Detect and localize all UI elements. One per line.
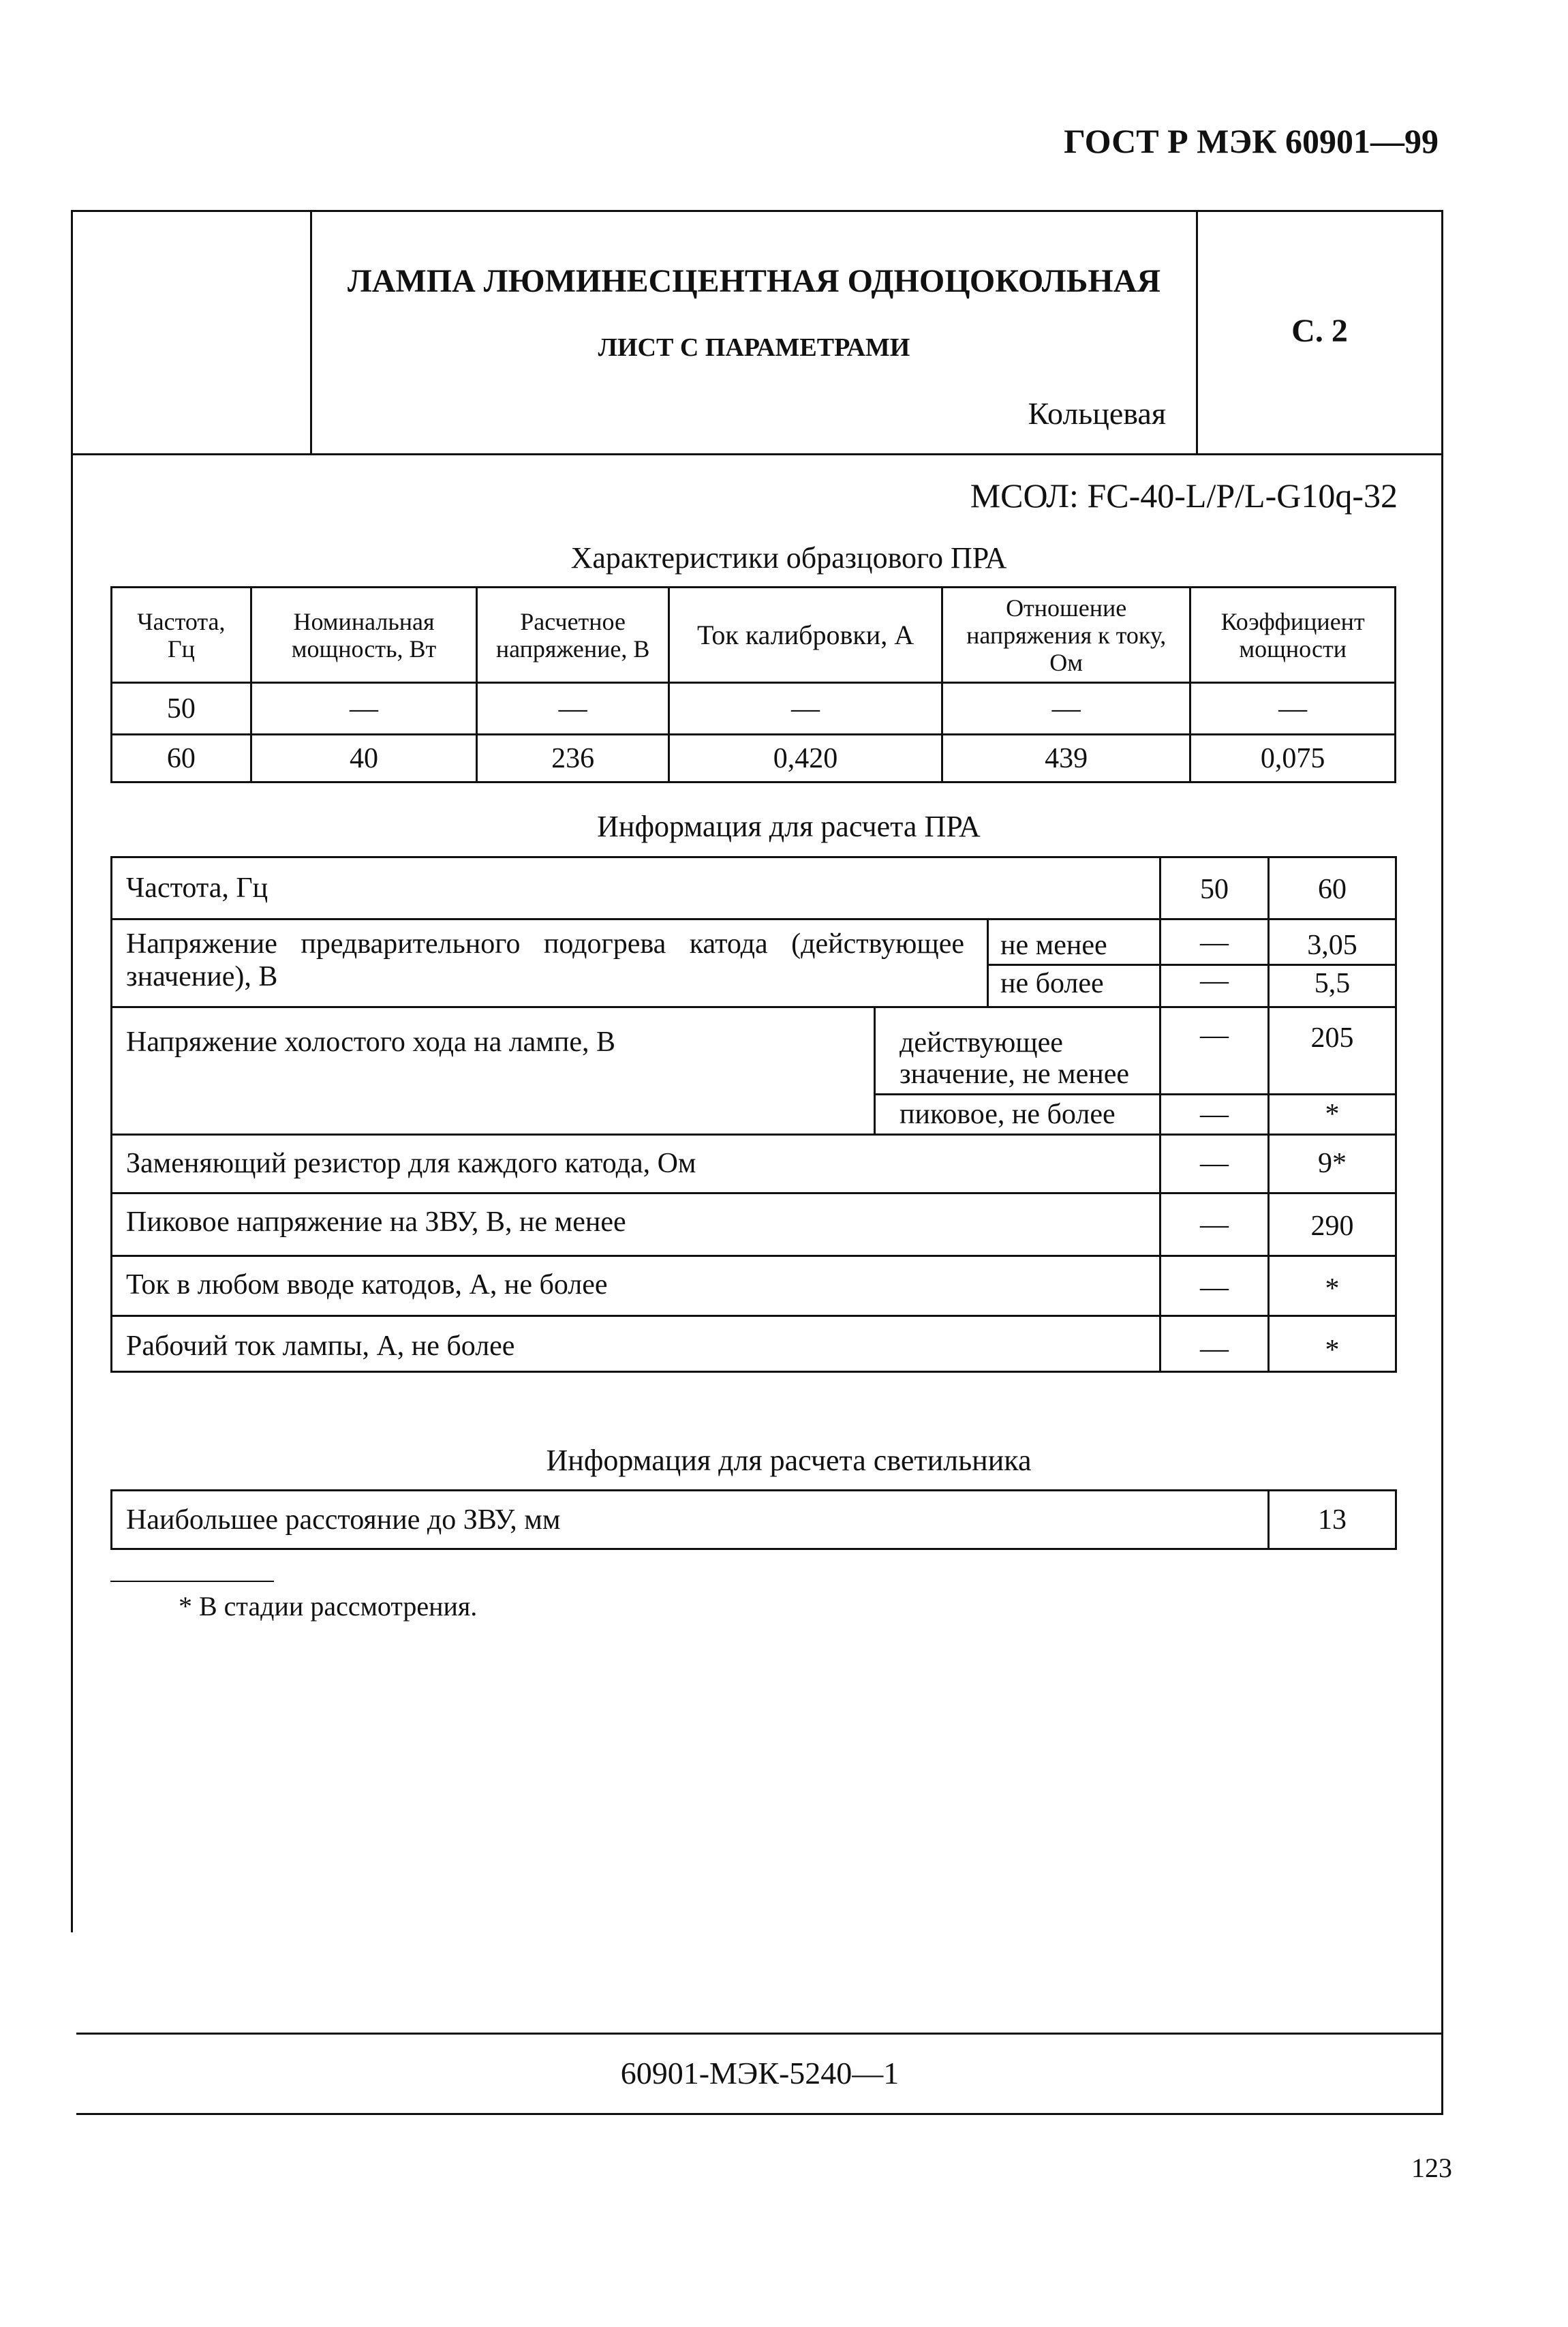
sheet-number: С. 2 <box>1291 313 1348 349</box>
preheat-label: Напряжение предварительного подогрева катода (действующее значение), В <box>126 928 964 992</box>
preheat-min-60: 3,05 <box>1307 930 1357 961</box>
table-cell: — <box>1190 683 1396 735</box>
peak-voltage-60: 290 <box>1310 1211 1354 1242</box>
preheat-max-60: 5,5 <box>1314 968 1351 999</box>
cathode-current-label: Ток в любом вводе катодов, А, не более <box>126 1269 608 1301</box>
ocv-label: Напряжение холостого хода на лампе, В <box>126 1026 616 1058</box>
table-cell: — <box>477 683 669 735</box>
ballast-table <box>110 586 1396 783</box>
preheat-max-50: — <box>1200 965 1229 997</box>
ocv-rms-50: — <box>1200 1020 1229 1051</box>
ocv-peak-60: * <box>1325 1099 1340 1130</box>
ocv-peak-label: пиковое, не более <box>900 1099 1116 1130</box>
page-number: 123 <box>1411 2153 1452 2183</box>
frame-footer-bottom <box>76 2113 1443 2115</box>
preheat-min-label: не менее <box>1000 930 1107 961</box>
table-cell: 0,075 <box>1190 735 1396 782</box>
col-header-power-factor: Коэффициент мощности <box>1190 588 1396 683</box>
frame-right <box>1441 210 1443 2115</box>
table-cell: 0,420 <box>668 735 942 782</box>
table-cell: 60 <box>112 735 251 782</box>
col-header-frequency: Частота, Гц <box>112 588 251 683</box>
footer-code: 60901-МЭК-5240—1 <box>620 2056 900 2090</box>
ballast-caption: Характеристики образцового ПРА <box>570 541 1007 575</box>
table-cell: 50 <box>112 683 251 735</box>
table-cell: — <box>668 683 942 735</box>
frame-title-bottom <box>71 453 1443 455</box>
sheet-subtitle: ЛИСТ С ПАРАМЕТРАМИ <box>598 333 910 362</box>
preheat-min-50: — <box>1200 927 1229 958</box>
frame-divider-1 <box>310 210 312 453</box>
frame-left <box>71 453 73 1932</box>
freq-60: 60 <box>1318 874 1347 905</box>
table-cell: 439 <box>942 735 1190 782</box>
col-header-voltage: Расчетное напряжение, В <box>477 588 669 683</box>
table-cell: — <box>942 683 1190 735</box>
frame-footer-top <box>76 2033 1443 2035</box>
lamp-current-label: Рабочий ток лампы, А, не более <box>126 1330 515 1362</box>
peak-voltage-50: — <box>1200 1209 1229 1241</box>
frequency-label: Частота, Гц <box>126 872 268 904</box>
frame-left-upper <box>71 210 73 453</box>
cathode-resistor-50: — <box>1200 1148 1229 1179</box>
frame-top <box>71 210 1443 212</box>
ballast-design-caption: Информация для расчета ПРА <box>597 810 981 843</box>
peak-voltage-label: Пиковое напряжение на ЗВУ, В, не менее <box>126 1206 626 1238</box>
footnote-text: * В стадии рассмотрения. <box>179 1591 478 1622</box>
ballast-design-table <box>110 856 1397 1373</box>
freq-50: 50 <box>1200 874 1229 905</box>
col-header-impedance: Отношение напряжения к току, Ом <box>942 588 1190 683</box>
lamp-designation: МСОЛ: FC-40-L/P/L-G10q-32 <box>970 476 1398 515</box>
cathode-current-60: * <box>1325 1273 1340 1305</box>
table-row <box>112 735 1396 782</box>
cathode-current-50: — <box>1200 1272 1229 1303</box>
cathode-resistor-label: Заменяющий резистор для каждого катода, Ом <box>126 1148 696 1179</box>
luminaire-table <box>110 1489 1397 1550</box>
lamp-current-50: — <box>1200 1333 1229 1365</box>
ocv-peak-50: — <box>1200 1099 1229 1130</box>
ocv-rms-60: 205 <box>1310 1022 1354 1054</box>
table-cell: 40 <box>251 735 477 782</box>
cathode-resistor-60: 9* <box>1318 1148 1347 1179</box>
standard-number: ГОСТ Р МЭК 60901—99 <box>1064 122 1439 160</box>
ocv-rms-label: действующее значение, не менее <box>900 1027 1129 1090</box>
table-cell: — <box>251 683 477 735</box>
lamp-title: ЛАМПА ЛЮМИНЕСЦЕНТНАЯ ОДНОЦОКОЛЬНАЯ <box>348 263 1160 299</box>
table-row <box>112 683 1396 735</box>
footnote-rule <box>110 1581 274 1582</box>
table-cell: 236 <box>477 735 669 782</box>
preheat-max-label: не более <box>1000 968 1104 999</box>
col-header-power: Номинальная мощность, Вт <box>251 588 477 683</box>
max-distance-label: Наибольшее расстояние до ЗВУ, мм <box>126 1504 561 1536</box>
col-header-calibration-current: Ток калибровки, А <box>668 588 942 683</box>
lamp-shape: Кольцевая <box>1028 396 1166 431</box>
max-distance-value: 13 <box>1318 1504 1347 1536</box>
lamp-current-60: * <box>1325 1335 1340 1366</box>
luminaire-caption: Информация для расчета светильника <box>546 1444 1032 1477</box>
ballast-header-row <box>112 588 1396 683</box>
